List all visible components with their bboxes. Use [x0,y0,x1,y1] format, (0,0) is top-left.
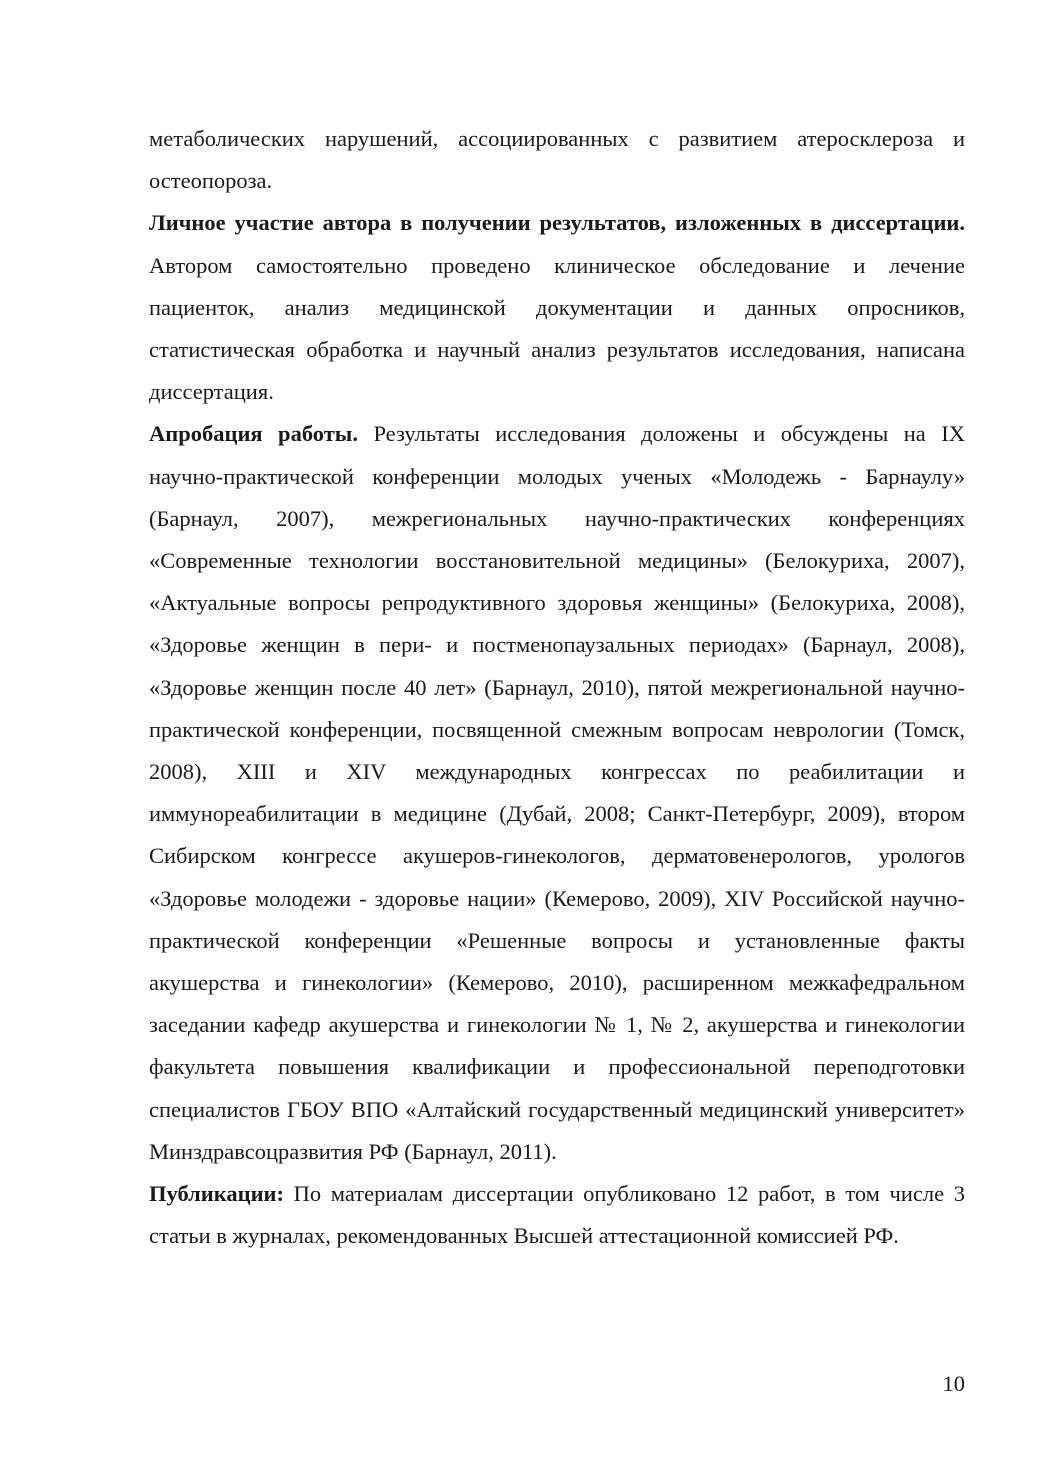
document-body [149,118,965,1257]
paragraph-text: метаболических нарушений, ассоциированных с развитием атеросклероза и остеопороза. [149,126,965,194]
paragraph-continuation [149,118,965,202]
paragraph-publications [149,1173,965,1257]
paragraph-text: Результаты исследования доложены и обсуждены на IX научно-практической конференции молодых ученых «Молодежь - Барнаулу» (Барнаул, 2007), межрегиональных научно-практических конференциях «Современные технологии восстановительной медицины» (Белокуриха, 2007), «Актуальные вопросы репродуктивного здоровья женщины» (Белокуриха, 2008), «Здоровье женщин в пери- и постменопаузальных периодах» (Барнаул, 2008), «Здоровье женщин после 40 лет» (Барнаул, 2010), пятой межрегиональной научно-практической конференции, посвященной смежным вопросам неврологии (Томск, 2008), XIII и XIV международных конгрессах по реабилитации и иммунореабилитации в медицине (Дубай, 2008; Санкт-Петербург, 2009), втором Сибирском конгрессе акушеров-гинекологов, дерматовенерологов, урологов «Здоровье молодежи - здоровье нации» (Кемерово, 2009), XIV Российской научно-практической конференции «Решенные вопросы и установленные факты акушерства и гинекологии» (Кемерово, 2010), расширенном межкафедральном заседании кафедр акушерства и гинекологии № 1, № 2, акушерства и гинекологии факультета повышения квалификации и профессиональной переподготовки специалистов ГБОУ ВПО «Алтайский государственный медицинский университет» Минздравсоцразвития РФ (Барнаул, 2011). [149,421,965,1164]
paragraph-personal-contribution [149,202,965,413]
paragraph-heading: Апробация работы. [149,421,358,447]
paragraph-heading: Публикации: [149,1181,284,1207]
paragraph-text: По материалам диссертации опубликовано 12 работ, в том числе 3 статьи в журналах, рекомендованных Высшей аттестационной комиссией РФ. [149,1181,965,1249]
paragraph-approbation [149,413,965,1173]
paragraph-text: Автором самостоятельно проведено клиническое обследование и лечение пациенток, анализ медицинской документации и данных опросников, статистическая обработка и научный анализ результатов исследования, написана диссертация. [149,252,965,405]
page-number: 10 [942,1371,965,1396]
paragraph-heading: Личное участие автора в получении результатов, изложенных в диссертации. [149,210,965,236]
